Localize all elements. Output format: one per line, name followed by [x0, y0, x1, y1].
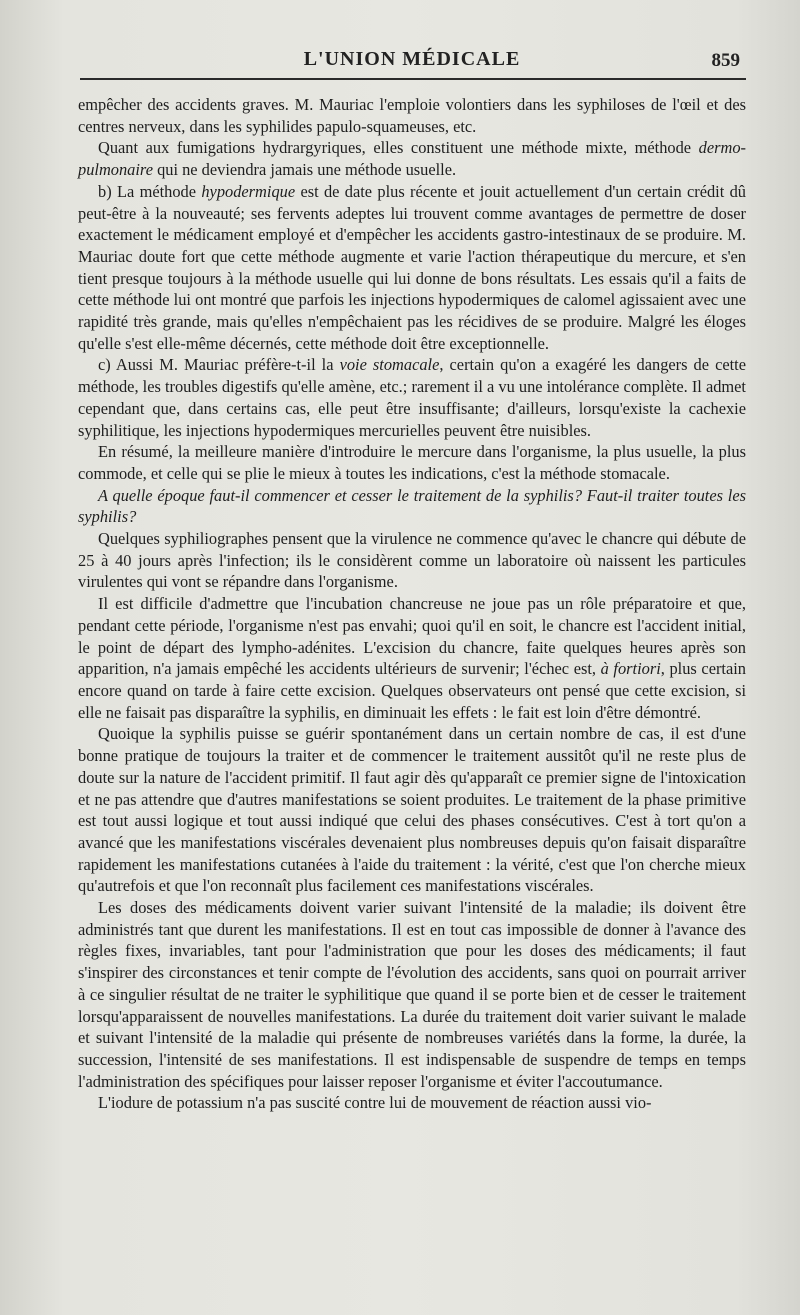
- text-segment: L'iodure de potassium n'a pas suscité contre lui de mouvement de réaction aussi vio-: [98, 1093, 652, 1113]
- paragraph-p1: [78, 94, 746, 137]
- paragraph-p3: [78, 181, 746, 355]
- page-number: 859: [711, 50, 740, 71]
- paragraph-p5: [78, 441, 746, 484]
- paragraph-p4: [78, 354, 746, 441]
- text-segment: qui ne deviendra jamais une méthode usuelle.: [152, 160, 457, 180]
- journal-title: L'UNION MÉDICALE: [303, 48, 521, 70]
- text-segment: En résumé, la meilleure manière d'introduire le mercure dans l'organisme, la plus usuelle, la plus commode, et celle qui se plie le mieux à toutes les indications, c'est la méthode stomacale.: [78, 442, 746, 483]
- text-segment: Quoique la syphilis puisse se guérir spontanément dans un certain nombre de cas, il est d'une bonne pratique de toujours la traiter et de commencer le traitement aussitôt qu'il ne reste plus de doute sur la nature de l'accident primitif. Il faut agir dès qu'apparaît ce premier signe de l'intoxication et ne pas attendre que d'autres manifestations se soient produites. Le traitement de la phase primitive est tout aussi logique et tout aussi indiqué que celui des phases consécutives. C'est à tort qu'on a avancé que les manifestations viscérales devenaient plus nombreuses depuis qu'on faisait disparaître rapidement les manifestations cutanées à l'aide du traitement : la vérité, c'est que l'on cherche mieux qu'autrefois et que l'on reconnaît plus facilement ces manifestations viscérales.: [78, 724, 746, 896]
- italic-text: A quelle époque faut-il commencer et cesser le traitement de la syphilis? Faut-il traiter toutes les syphilis?: [78, 485, 746, 527]
- paragraph-p7: [78, 528, 746, 593]
- paragraph-p6: [78, 485, 746, 528]
- text-segment: , plus certain encore quand on tarde à faire cette excision. Quelques observateurs ont pensé que cette excision, si elle ne faisait pas disparaître la syphilis, en diminuait les effets : le fait est loin d'être démontré.: [78, 659, 747, 722]
- text-segment: b) La méthode: [98, 181, 202, 201]
- text-segment: , certain qu'on a exagéré les dangers de cette méthode, les troubles digestifs qu'elle amène, etc.; rarement il a vu une intolérance complète. Il admet cependant que, dans certains cas, elle peut être insuffisante; d'ailleurs, lorsqu'existe la cachexie syphilitique, les injections hypodermiques mercurielles peuvent être nuisibles.: [78, 355, 746, 440]
- running-header: [78, 48, 746, 74]
- paragraph-p10: [78, 897, 746, 1092]
- text-segment: c) Aussi M. Mauriac préfère-t-il la: [98, 355, 340, 375]
- paragraph-p8: [78, 593, 746, 723]
- article-body: [78, 94, 746, 1114]
- header-rule: [80, 78, 746, 80]
- text-segment: est de date plus récente et jouit actuellement d'un certain crédit dû peut-être à la nouveauté; ses fervents adeptes lui trouvent comme avantages de permettre de doser exactement le médicament employé et d'empêcher les accidents gastro-intestinaux de se produire. M. Mauriac doute fort que cette méthode augmente et varie l'action thérapeutique du mercure, et s'en tient presque toujours à la méthode usuelle qui lui donne de bons résultats. Les essais qu'il a faits de cette méthode lui ont montré que parfois les injections hypodermiques de calomel agissaient avec une rapidité très grande, mais qu'elles n'empêchaient pas les récidives de se produire. Malgré les éloges qu'elle s'est elle-même décernés, cette méthode doit être exceptionnelle.: [78, 181, 746, 353]
- italic-text: dermo-pulmonaire: [78, 138, 746, 180]
- text-segment: empêcher des accidents graves. M. Mauriac l'emploie volontiers dans les syphiloses de l'œil et des centres nerveux, dans les syphilides papulo-squameuses, etc.: [78, 95, 746, 136]
- italic-text: hypodermique: [201, 181, 296, 201]
- text-segment: Quant aux fumigations hydrargyriques, elles constituent une méthode mixte, méthode: [98, 138, 699, 158]
- italic-text: à fortiori: [600, 659, 661, 679]
- paragraph-p2: [78, 137, 746, 180]
- text-segment: Les doses des médicaments doivent varier suivant l'intensité de la maladie; ils doivent être administrés tant que durent les manifestations. Il est en tout cas impossible de donner à l'avance des règles fixes, invariables, tant pour l'administration que pour les doses des médicaments; il faut s'inspirer des circonstances et tenir compte de l'évolution des accidents, sans quoi on pourrait arriver à ce singulier résultat de ne traiter le syphilitique que quand il se porte bien et de cesser le traitement lorsqu'apparaissent de nouvelles manifestations. La durée du traitement doit varier suivant le malade et suivant l'intensité de la maladie qui présente de nombreuses variétés dans la forme, la durée, la succession, l'intensité de ses manifestations. Il est indispensable de suspendre de temps en temps l'administration des spécifiques pour laisser reposer l'organisme et éviter l'accoutumance.: [78, 898, 746, 1091]
- italic-text: voie stomacale: [339, 355, 440, 375]
- text-segment: Quelques syphiliographes pensent que la virulence ne commence qu'avec le chancre qui débute de 25 à 40 jours après l'infection; ils le considèrent comme un laboratoire où naissent les particules virulentes qui vont se répandre dans l'organisme.: [78, 529, 746, 592]
- text-segment: Il est difficile d'admettre que l'incubation chancreuse ne joue pas un rôle préparatoire et que, pendant cette période, l'organisme n'est pas envahi; quoi qu'il en soit, le chancre est l'accident initial, le point de départ des lympho-adénites. L'excision du chancre, faite quelques heures après son apparition, n'a jamais empêché les accidents ultérieurs de survenir; l'échec est,: [78, 594, 746, 679]
- paragraph-p11: [78, 1092, 746, 1114]
- paragraph-p9: [78, 723, 746, 897]
